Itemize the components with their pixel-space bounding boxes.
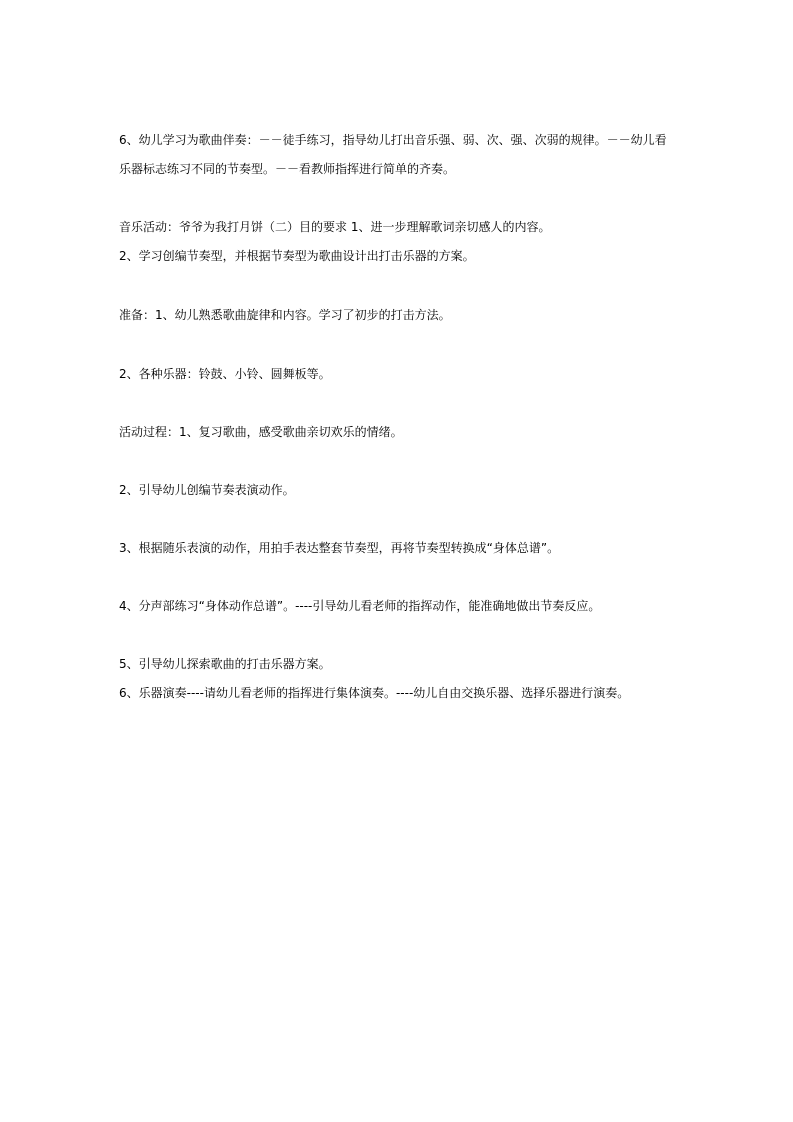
paragraph-line-7: 活动过程：1、复习歌曲，感受歌曲亲切欢乐的情绪。 (119, 425, 403, 439)
paragraph-line-4: 2、学习创编节奏型，并根据节奏型为歌曲设计出打击乐器的方案。 (119, 249, 475, 263)
paragraph-line-8: 2、引导幼儿创编节奏表演动作。 (119, 483, 295, 497)
paragraph-line-5: 准备：1、幼儿熟悉歌曲旋律和内容。学习了初步的打击方法。 (119, 308, 451, 322)
paragraph-line-9: 3、根据随乐表演的动作，用拍手表达整套节奏型，再将节奏型转换成“身体总谱”。 (119, 541, 560, 555)
paragraph-line-1: 6、幼儿学习为歌曲伴奏：－－徒手练习，指导幼儿打出音乐强、弱、次、强、次弱的规律。－－幼儿看 (119, 133, 667, 147)
paragraph-line-12: 6、乐器演奏----请幼儿看老师的指挥进行集体演奏。----幼儿自由交换乐器、选择乐器进行演奏。 (119, 686, 630, 700)
paragraph-line-10: 4、分声部练习“身体动作总谱”。----引导幼儿看老师的指挥动作，能准确地做出节奏反应。 (119, 599, 601, 613)
paragraph-line-11: 5、引导幼儿探索歌曲的打击乐器方案。 (119, 657, 331, 671)
paragraph-line-6: 2、各种乐器：铃鼓、小铃、圆舞板等。 (119, 367, 331, 381)
paragraph-line-2: 乐器标志练习不同的节奏型。－－看教师指挥进行简单的齐奏。 (119, 162, 456, 176)
paragraph-line-3: 音乐活动：爷爷为我打月饼（二）目的要求 1、进一步理解歌词亲切感人的内容。 (119, 220, 551, 234)
